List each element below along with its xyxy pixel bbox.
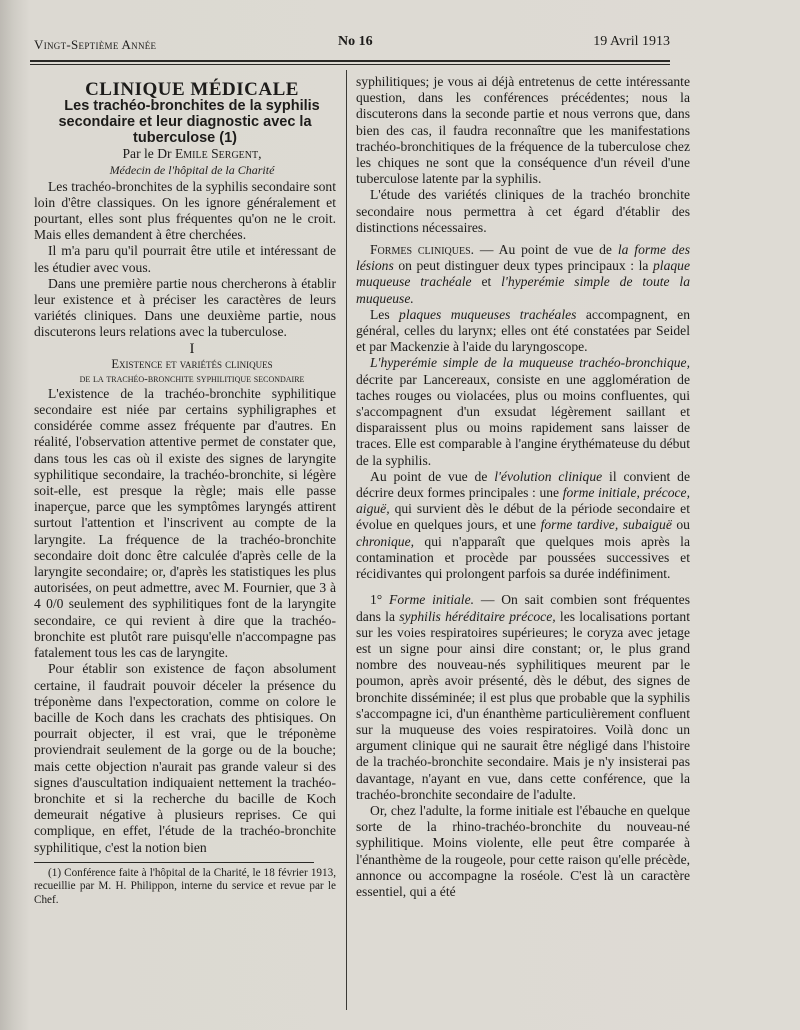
body-paragraph: Pour établir son existence de façon absolument certaine, il faudrait pouvoir déceler la présence du tréponème dans l'expectoration, comme on colore le bacille de Koch dans les crachats des phtisiques. On pourrait objecter, il est vrai, que le tréponème proviendrait seulement de la gorge ou de la bouche; mais cette objection n'aurait pas grande valeur si des signes d'auscultation indiquaient nettement la trachéo-bronchite et si la recherche du bacille de Koch demeurait négative à plusieurs reprises. Ce qui complique, en effet, l'étude de la trachéo-bronchite syphilitique, c'est la notion bien [34,661,336,855]
header-rule-thin [30,64,670,65]
text-run: 1° [370,592,390,608]
column-divider [346,70,347,1010]
italic-run: plaque muqueuse trachéale [356,258,690,290]
right-column [356,74,690,900]
italic-run: l'hyperémie simple de toute la muqueuse. [356,274,690,306]
italic-run: Forme initiale. [389,592,475,608]
italic-run: chronique, [356,533,415,549]
text-run: décrite par Lancereaux, consiste en une agglomération de taches rouges ou violacées, plus ou moins confluentes, qui s'accompagnent d'un exsudat légèrement saillant et disparaissent plus ou moins rapidement sans laisser de traces. Elle est comparable à l'angine érythémateuse du début de la syphilis. [356,371,690,468]
text-run: et [471,274,502,290]
section-title: CLINIQUE MÉDICALE [85,79,299,100]
issue-number: No 16 [338,34,373,49]
italic-run: la forme des lésions [356,242,690,274]
intro-paragraph: Les trachéo-bronchites de la syphilis secondaire sont loin d'être classiques. On les ignore généralement et pourtant, elles sont plus fréquentes qu'on ne le croit. Mais elles demandent à être cherchées. [34,178,336,243]
text-run: — On sait combien sont fréquentes dans la [356,592,690,624]
part-title: Existence et variétés cliniques [111,356,273,371]
text-run: — Au point de vue de [474,242,618,258]
text-run: accompagnent, en général, celles du larynx; elles ont été constatées par Seidel et par Mackenzie à l'aide du laryngoscope. [356,306,690,355]
text-run: qui survient dès le début de la période secondaire et évolue en quelques jours, et une [356,501,690,533]
body-paragraph [356,592,690,803]
body-paragraph [356,242,690,307]
body-paragraph [356,469,690,582]
issue-date: 19 Avril 1913 [593,34,670,49]
text-run: les localisations portant sur les voies respiratoires supérieures; le coryza avec jetage est un signe pour ainsi dire constant; or, le plus grand nombre des nouveau-nés syphilitiques meurent par le poumon, après avoir présenté, dès le début, des signes de bronchite disséminée; il est plus que probable que la syphilis s'accompagne ici, d'un énanthème particulièrement confluent sur la muqueuse des voies respiratoires. Voilà donc un argument clinique qui ne saurait être négligé dans l'histoire de la trachéo-bronchite secondaire. Mais je n'y insisterai pas davantage, n'ayant en vue, dans cette conférence, que la trachéo-bronchite secondaire de l'adulte. [356,608,691,802]
body-paragraph [356,307,690,356]
volume-year: Vingt-Septième Année [34,37,157,52]
byline [34,146,336,162]
body-paragraph: L'étude des variétés cliniques de la trachéo bronchite secondaire nous permettra à cet égard d'établir des distinctions nécessaires. [356,187,690,235]
intro-paragraph: Il m'a paru qu'il pourrait être utile et intéressant de les étudier avec vous. [34,243,336,275]
text-run: on peut distinguer deux types principaux : la [393,258,653,274]
left-column [34,79,336,907]
author-affiliation: Médecin de l'hôpital de la Charité [109,163,275,178]
body-paragraph [356,355,690,468]
header-rule [30,60,670,62]
article-title: Les trachéo-bronchites de la syphilis secondaire et leur diagnostic avec la tuberculose (1) [58,98,320,147]
part-subtitle: de la trachéo-bronchite syphilitique secondaire [79,372,305,385]
italic-run: forme initiale, précoce, aiguë, [356,485,690,517]
byline-prefix: Par le Dr [122,146,172,162]
text-run: il convient de décrire deux formes principales : une [356,468,690,501]
italic-run: plaques muqueuses trachéales [399,306,577,322]
text-run: ou [671,517,690,533]
page-header [34,34,670,56]
author-name: Emile Sergent, [174,146,262,162]
body-paragraph: syphilitiques; je vous ai déjà entretenus de cette intéressante question, dans les conférences précédentes; nous la discuterons dans la seconde partie et nous verrons que, dans bien des cas, il faudra reconnaître que les manifestations trachéo-bronchitiques de la fréquence de la tuberculose chez les chiques ne sont que la conséquence d'un réveil d'une tuberculose latente par la syphilis. [356,74,690,187]
body-paragraph: Or, chez l'adulte, la forme initiale est l'ébauche en quelque sorte de la rhino-trachéo-bronchite du nouveau-né syphilitique. Moins violente, elle peut être comparée à l'énanthème de la rougeole, pour cette raison qu'elle précède, annonce ou accompagne la roséole. C'est là un caractère essentiel, qui a été [356,802,690,899]
text-run: Au point de vue de [370,468,495,484]
italic-run: l'évolution clinique [494,468,603,484]
footnote-rule [34,862,314,863]
italic-run: syphilis héréditaire précoce, [399,608,556,624]
text-run: qui n'apparaît que quelques mois après la contamination et procède par poussées successives et récidivantes qui prolongent parfois sa durée indéfiniment. [356,533,690,582]
part-number: I [189,340,195,357]
text-run: Les [370,306,400,322]
footnote: (1) Conférence faite à l'hôpital de la Charité, le 18 février 1913, recueillie par M. H. Philippon, interne du service et revue par le Chef. [34,866,336,906]
italic-run: forme tardive, subaiguë [540,517,672,533]
italic-run: L'hyperémie simple de la muqueuse trachéo-bronchique, [370,355,690,371]
body-paragraph: L'existence de la trachéo-bronchite syphilitique secondaire est niée par certains syphiligraphes et considérée comme assez fréquente par d'autres. En réalité, l'observation attentive permet de constater que, dans tous les cas où il existe des signes de laryngite syphilitique secondaire, la trachéo-bronchite, si légère soit-elle, est presque la règle; mais elle passe inaperçue, parce que les symptômes laryngés attirent surtout l'attention et l'inscrivent au compte de la laryngite. La fréquence de la trachéo-bronchite secondaire doit donc être calculée d'après celle de la laryngite secondaire; or, d'après les statistiques les plus autorisées, on peut admettre, avec M. Fournier, que 3 à 4 0/0 seulement des syphilitiques font de la laryngite secondaire, ce qui revient à dire que la trachéo-bronchite est plutôt rare puisqu'elle n'accompagne pas fatalement tous les cas de laryngite. [34,385,336,661]
run-in-heading: Formes cliniques. [370,242,475,258]
intro-paragraph: Dans une première partie nous chercherons à établir leur existence et à préciser les caractères de leurs variétés cliniques. Dans une deuxième partie, nous discuterons leurs relations avec la tuberculose. [34,275,336,340]
